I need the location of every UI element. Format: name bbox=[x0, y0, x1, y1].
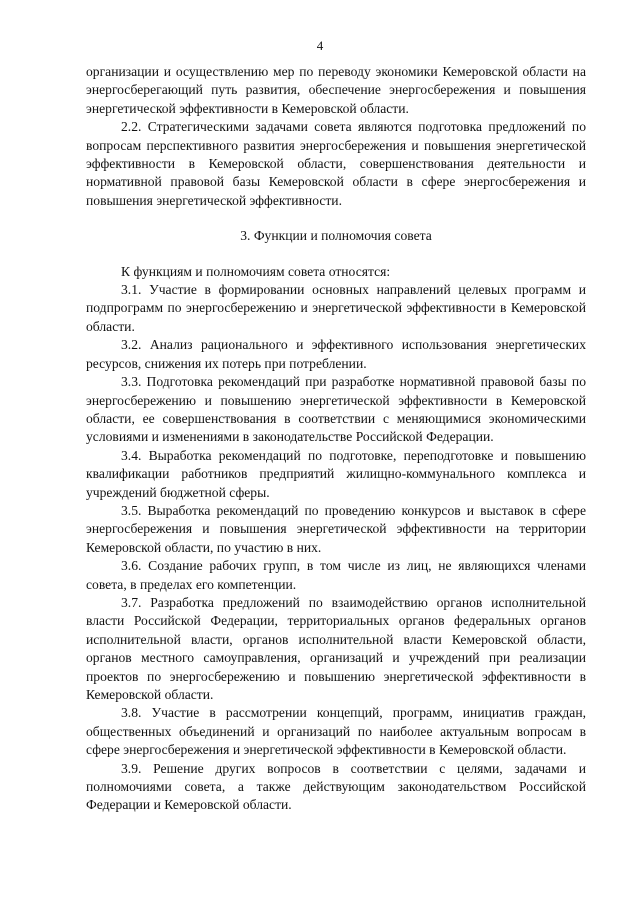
paragraph-3-7: 3.7. Разработка предложений по взаимодействию органов исполнительной власти Российской Федерации, территориальных органов федеральных органов исполнительной власти, органов исполнительной власти Кемеровской области, органов местного самоуправления, организаций и учреждений при реализации проектов по энергосбережению и повышению энергетической эффективности в Кемеровской области. bbox=[86, 594, 586, 702]
paragraph-3-6: 3.6. Создание рабочих групп, в том числе из лиц, не являющихся членами совета, в пределах его компетенции. bbox=[86, 558, 586, 592]
paragraph-3-9: 3.9. Решение других вопросов в соответствии с целями, задачами и полномочиями совета, а также действующим законодательством Российской Федерации и Кемеровской области. bbox=[86, 760, 586, 813]
paragraph-3-1: 3.1. Участие в формировании основных направлений целевых программ и подпрограмм по энергосбережению и энергетической эффективности в Кемеровской области. bbox=[86, 282, 586, 334]
paragraph-2-2: 2.2. Стратегическими задачами совета являются подготовка предложений по вопросам перспективного развития энергосбережения и повышения энергетической эффективности в Кемеровской области, совершенствования деятельности и нормативной правовой базы Кемеровской области в сфере энергосбережения и повышения энергетической эффективности. bbox=[86, 119, 586, 208]
paragraph-intro: К функциям и полномочиям совета относятся: bbox=[121, 263, 391, 279]
page-number: 4 bbox=[316, 38, 324, 53]
paragraph-3-8: 3.8. Участие в рассмотрении концепций, программ, инициатив граждан, общественных объединений и организаций по наиболее актуальным вопросам в сфере энергосбережения и энергетической эффективности в Кемеровской области. bbox=[86, 705, 586, 758]
document-body bbox=[86, 63, 586, 815]
paragraph-continuation: организации и осуществлению мер по переводу экономики Кемеровской области на энергосберегающий путь развития, обеспечение энергосбережения и повышения энергетической эффективности в Кемеровской области. bbox=[86, 64, 586, 116]
paragraph-3-4: 3.4. Выработка рекомендаций по подготовке, переподготовке и повышению квалификации работников предприятий жилищно-коммунального комплекса и учреждений бюджетной сферы. bbox=[86, 447, 586, 500]
section-heading: 3. Функции и полномочия совета bbox=[240, 228, 432, 244]
paragraph-3-2: 3.2. Анализ рационального и эффективного использования энергетических ресурсов, снижения их потерь при потреблении. bbox=[86, 337, 586, 371]
paragraph-3-3: 3.3. Подготовка рекомендаций при разработке нормативной правовой базы по энергосбережению и повышению энергетической эффективности в Кемеровской области, ее совершенствования в соответствии с меняющимися экономическими условиями и изменениями в законодательстве Российской Федерации. bbox=[86, 374, 586, 445]
paragraph-3-5: 3.5. Выработка рекомендаций по проведению конкурсов и выставок в сфере энергосбережения и повышения энергетической эффективности на территории Кемеровской области, по участию в них. bbox=[86, 502, 586, 555]
